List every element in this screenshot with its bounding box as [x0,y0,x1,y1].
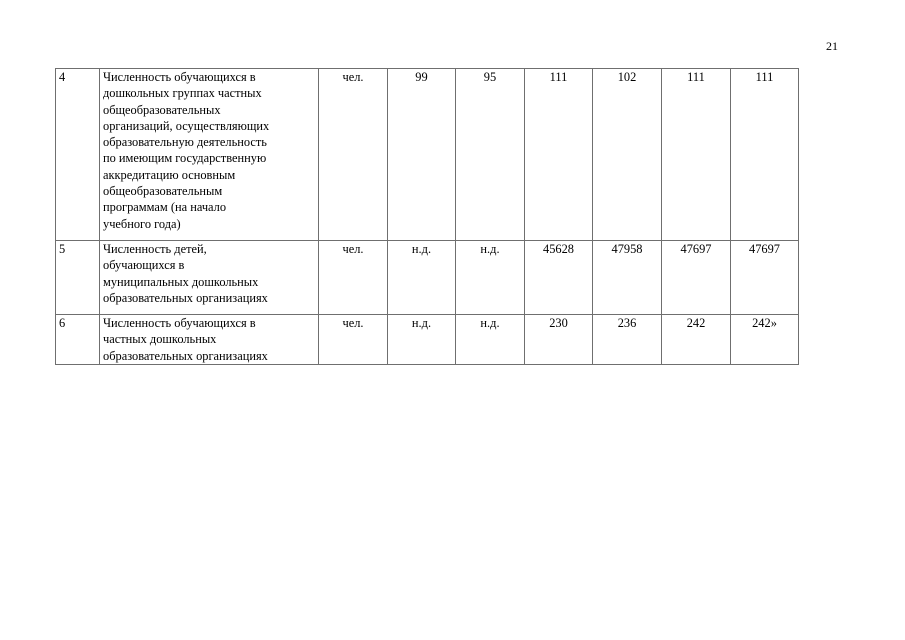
description-line: образовательных организациях [103,348,268,363]
description-line: аккредитацию основным [103,167,236,182]
value-cell: 242» [731,315,799,365]
description-line: частных дошкольных [103,332,217,347]
table-row [56,315,799,365]
description-line: общеобразовательных [103,102,221,117]
value-cell: 47958 [593,241,662,315]
value-cell: 45628 [525,241,593,315]
row-number: 4 [56,69,100,241]
value-cell: 111 [731,69,799,241]
row-description [100,69,319,241]
value-cell: 95 [456,69,525,241]
description-line: Численность обучающихся в [103,316,256,330]
description-line: программам (на начало [103,200,227,215]
value-cell: 111 [525,69,593,241]
value-cell: н.д. [388,315,456,365]
data-table [55,68,799,365]
description-line: образовательную деятельность [103,135,267,150]
description-line: учебного года) [103,216,181,231]
description-line: обучающихся в [103,258,185,273]
value-cell: н.д. [456,315,525,365]
description-line: общеобразовательным [103,184,223,199]
description-line: образовательных организациях [103,290,268,305]
description-line: Численность обучающихся в [103,70,256,84]
row-description [100,315,319,365]
value-cell: 102 [593,69,662,241]
unit-cell: чел. [319,69,388,241]
unit-cell: чел. [319,241,388,315]
row-number: 5 [56,241,100,315]
row-description [100,241,319,315]
value-cell: 99 [388,69,456,241]
table-row [56,69,799,241]
table-row [56,241,799,315]
description-line: по имеющим государственную [103,151,267,166]
description-line: дошкольных группах частных [103,86,262,101]
value-cell: 230 [525,315,593,365]
unit-cell: чел. [319,315,388,365]
value-cell: 242 [662,315,731,365]
value-cell: 236 [593,315,662,365]
value-cell: 111 [662,69,731,241]
value-cell: 47697 [731,241,799,315]
value-cell: н.д. [456,241,525,315]
description-line: муниципальных дошкольных [103,274,259,289]
value-cell: 47697 [662,241,731,315]
description-line: организаций, осуществляющих [103,118,270,133]
value-cell: н.д. [388,241,456,315]
page-number: 21 [826,39,838,53]
description-line: Численность детей, [103,242,207,256]
row-number: 6 [56,315,100,365]
